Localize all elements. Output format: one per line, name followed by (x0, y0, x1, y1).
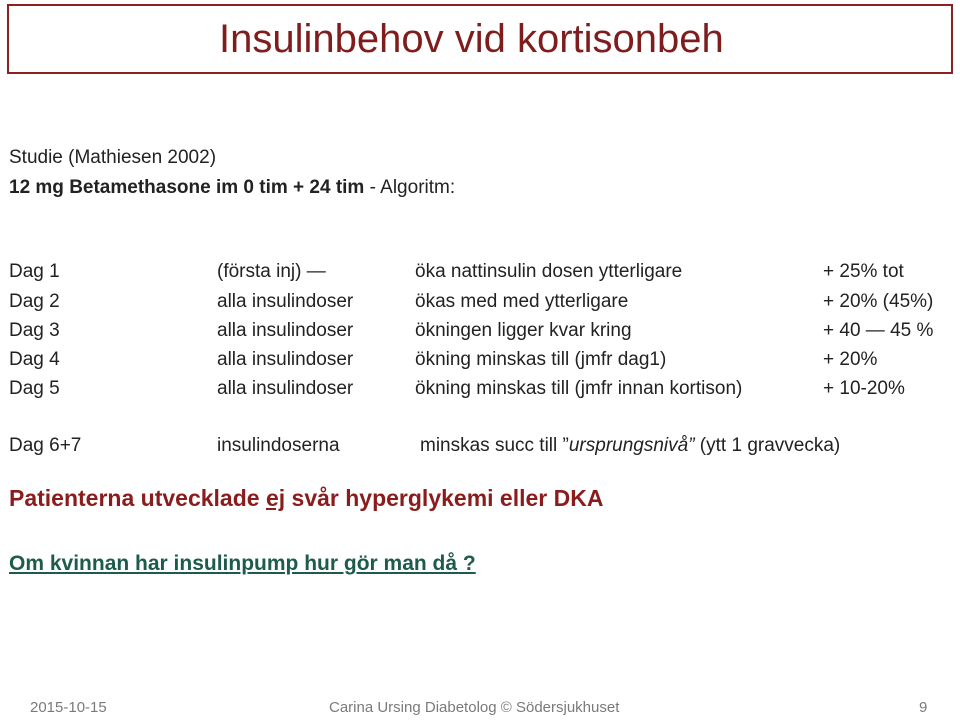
schedule-row (0, 262, 960, 286)
row-who: alla insulindoser (217, 349, 354, 370)
row-amount: + 40 — 45 % (823, 320, 934, 341)
footer-date: 2015-10-15 (30, 699, 107, 716)
row-what: ökas med med ytterligare (415, 291, 629, 312)
row-amount: + 20% (45%) (823, 291, 934, 312)
schedule-row (0, 350, 960, 374)
footer-author: Carina Ursing Diabetolog © Södersjukhuset (329, 699, 620, 716)
row-day: Dag 5 (9, 378, 60, 399)
row-what: öka nattinsulin dosen ytterligare (415, 261, 683, 282)
row-what (420, 436, 840, 455)
row-who: insulindoserna (217, 435, 340, 456)
row-what: ökning minskas till (jmfr dag1) (415, 349, 667, 370)
algorithm-label: - Algoritm: (364, 177, 456, 198)
row-who: (första inj) — (217, 261, 326, 282)
question-text: Om kvinnan har insulinpump hur gör man då ? (9, 552, 476, 575)
conclusion-text (9, 487, 603, 510)
what-suffix: (ytt 1 gravvecka) (694, 435, 841, 456)
row-day: Dag 1 (9, 261, 60, 282)
row-amount: + 25% tot (823, 261, 904, 282)
row-day: Dag 3 (9, 320, 60, 341)
slide-title: Insulinbehov vid kortisonbeh (219, 17, 724, 61)
schedule-row (0, 321, 960, 345)
row-amount: + 20% (823, 349, 878, 370)
what-italic: ursprungsnivå” (568, 435, 695, 456)
row-what: ökning minskas till (jmfr innan kortison) (415, 378, 743, 399)
conclusion-suffix: svår hyperglykemi eller DKA (285, 485, 604, 511)
schedule-row (0, 292, 960, 316)
footer-page-number: 9 (919, 699, 928, 716)
row-day: Dag 4 (9, 349, 60, 370)
row-who: alla insulindoser (217, 291, 354, 312)
row-day: Dag 6+7 (9, 435, 82, 456)
conclusion-underlined: ej (265, 485, 286, 511)
conclusion-prefix: Patienterna utvecklade (9, 485, 266, 511)
row-amount: + 10-20% (823, 378, 905, 399)
dose-text: 12 mg Betamethasone im 0 tim + 24 tim (9, 177, 365, 198)
row-what: ökningen ligger kvar kring (415, 320, 632, 341)
study-line: Studie (Mathiesen 2002) (9, 147, 217, 168)
schedule-row-final (0, 436, 960, 460)
title-box (7, 4, 953, 74)
row-who: alla insulindoser (217, 378, 354, 399)
algorithm-line (9, 178, 455, 197)
schedule-row (0, 379, 960, 403)
row-day: Dag 2 (9, 291, 60, 312)
what-prefix: minskas succ till ” (420, 435, 569, 456)
row-who: alla insulindoser (217, 320, 354, 341)
